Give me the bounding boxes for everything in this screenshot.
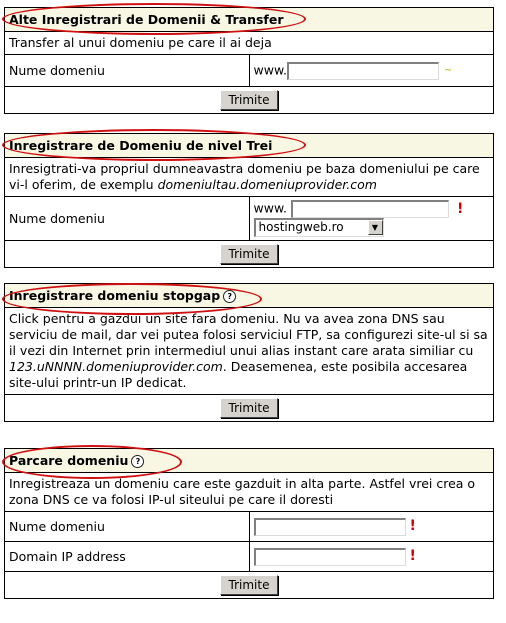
transfer-title: Alte Inregistrari de Domenii & Transfer bbox=[5, 8, 494, 32]
stopgap-title: Inregistrare domeniu stopgap ? bbox=[5, 284, 494, 308]
required-mark: ! bbox=[409, 518, 416, 534]
domain-suffix-select[interactable]: hostingweb.ro ▼ bbox=[254, 218, 384, 237]
parking-ip-label: Domain IP address bbox=[5, 542, 250, 572]
required-mark: ! bbox=[409, 548, 416, 564]
transfer-field-marker: ~ bbox=[444, 64, 453, 76]
third-level-description: Inresigtrati-va propriul dumneavastra domeniu pe baza domeniului pe care vi-l oferim, de exemplu domeniultau.domeniuprovider.com bbox=[5, 158, 494, 197]
parking-domain-input[interactable] bbox=[254, 518, 406, 536]
parking-domain-label: Nume domeniu bbox=[5, 512, 250, 542]
transfer-panel bbox=[4, 7, 494, 114]
dropdown-arrow-icon[interactable]: ▼ bbox=[368, 220, 383, 235]
transfer-www-prefix: www. bbox=[253, 62, 287, 77]
help-icon[interactable]: ? bbox=[131, 455, 144, 468]
parking-ip-input[interactable] bbox=[254, 548, 406, 566]
required-mark: ! bbox=[456, 200, 464, 217]
parking-title: Parcare domeniu ? bbox=[5, 449, 494, 473]
parking-description: Inregistreaza un domeniu care este gazduit in alta parte. Astfel vrei crea o zona DNS ce va folosi IP-ul siteului pe care il doresti bbox=[5, 473, 494, 512]
help-icon[interactable]: ? bbox=[223, 290, 236, 303]
third-level-panel bbox=[4, 133, 494, 268]
stopgap-description: Click pentru a gazdui un site fara domeniu. Nu va avea zona DNS sau serviciu de mail, dar vei putea folosi serviciul FTP, sa configurezi site-ul si sa il vezi din Internet prin intermediul unui alias instant care arata similiar cu 123.uNNNN.domeniuprovider.com. Deasemenea, este posibila accesarea site-ului printr-un IP dedicat. bbox=[5, 308, 494, 395]
parking-panel bbox=[4, 448, 494, 599]
third-level-submit-button[interactable]: Trimite bbox=[220, 244, 279, 264]
third-level-domain-input[interactable] bbox=[291, 200, 449, 218]
stopgap-example: 123.uNNNN.domeniuprovider.com bbox=[9, 359, 223, 374]
third-level-www-prefix: www. bbox=[253, 200, 287, 216]
third-level-title: Inregistrare de Domeniu de nivel Trei bbox=[5, 134, 494, 158]
transfer-domain-label: Nume domeniu bbox=[5, 55, 250, 87]
third-level-domain-label: Nume domeniu bbox=[5, 197, 250, 241]
transfer-domain-input[interactable] bbox=[287, 62, 439, 80]
stopgap-panel bbox=[4, 283, 494, 422]
third-level-example: domeniultau.domeniuprovider.com bbox=[157, 177, 377, 192]
transfer-submit-button[interactable]: Trimite bbox=[220, 90, 279, 110]
transfer-description: Transfer al unui domeniu pe care il ai deja bbox=[5, 32, 494, 55]
parking-submit-button[interactable]: Trimite bbox=[220, 575, 279, 595]
stopgap-submit-button[interactable]: Trimite bbox=[220, 398, 279, 418]
